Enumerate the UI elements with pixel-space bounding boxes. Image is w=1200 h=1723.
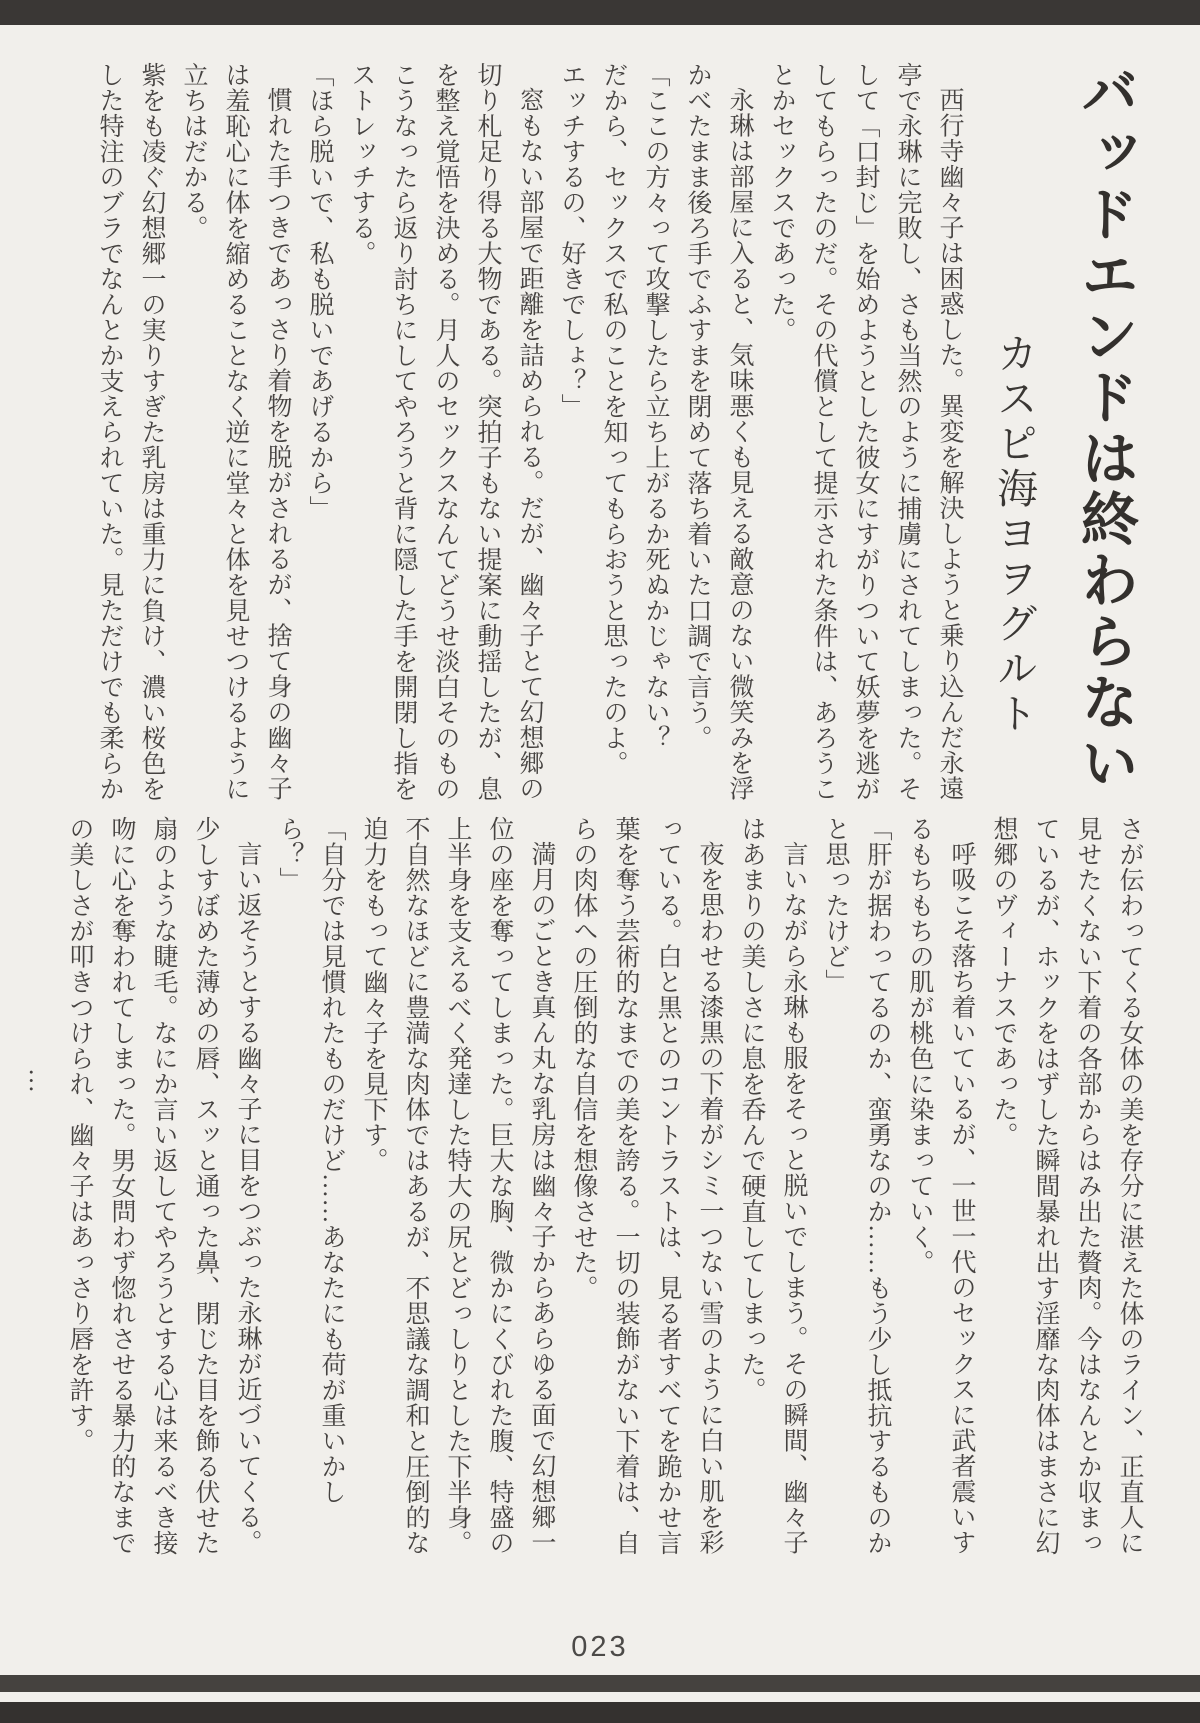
text-column: っている。白と黒とのコントラストは、見る者すべてを跪かせ言 — [654, 816, 681, 1556]
text-column: を整え覚悟を決める。月人のセックスなんてどうせ淡白そのもの — [432, 62, 459, 802]
text-column: 吻に心を奪われてしまった。男女問わず惚れさせる暴力的なまで — [108, 816, 135, 1556]
top-border-bar — [0, 0, 1200, 25]
text-column: 立ちはだかる。 — [180, 62, 207, 241]
text-column: 扇のような睫毛。なにか言い返してやろうとする心は来るべき接 — [150, 816, 177, 1556]
page-title: バッドエンドは終わらない — [1072, 62, 1137, 794]
text-column: らの肉体への圧倒的な自信を想像させた。 — [570, 816, 597, 1301]
top-text-block — [88, 62, 1150, 804]
text-column: かべたまま後ろ手でふすまを閉めて落ち着いた口調で言う。 — [684, 62, 711, 751]
text-column: はあまりの美しさに息を呑んで硬直してしまった。 — [738, 816, 765, 1403]
text-column: エッチするの、好きでしょ？」 — [558, 62, 585, 419]
author-name: カスピ海ヨヲグルト — [991, 332, 1037, 737]
text-column: 慣れた手つきであっさり着物を脱がされるが、捨て身の幽々子 — [264, 87, 291, 802]
text-column: 見せたくない下着の各部からはみ出た贅肉。今はなんとか収まっ — [1074, 816, 1101, 1556]
text-column: 想郷のヴィーナスであった。 — [990, 816, 1017, 1148]
text-column: してもらったのだ。その代償として提示された条件は、あろうこ — [810, 62, 837, 802]
bottom-border-bar-1 — [0, 1675, 1200, 1692]
text-column: 迫力をもって幽々子を見下す。 — [360, 816, 387, 1173]
text-column: して「口封じ」を始めようとした彼女にすがりついて妖夢を逃が — [852, 62, 879, 802]
text-column: 満月のごとき真ん丸な乳房は幽々子からあらゆる面で幻想郷一 — [528, 841, 555, 1556]
text-column: 夜を思わせる漆黒の下着がシミ一つない雪のように白い肌を彩 — [696, 841, 723, 1556]
text-column: 「自分では見慣れたものだけど……あなたにも荷が重いかしら？」 — [276, 816, 345, 1505]
text-column: の美しさが叩きつけられ、幽々子はあっさり唇を許す。 — [66, 816, 93, 1454]
text-column: 不自然なほどに豊満な肉体ではあるが、不思議な調和と圧倒的な — [402, 816, 429, 1556]
text-column: 「ほら脱いで、私も脱いであげるから」 — [306, 62, 333, 521]
text-column: 言い返そうとする幽々子に目をつぶった永琳が近づいてくる。 — [234, 841, 261, 1556]
text-column: だから、セックスで私のことを知ってもらおうと思ったのよ。 — [600, 62, 627, 776]
bottom-border-bar-2 — [0, 1702, 1200, 1723]
text-column: と思ったけど」 — [822, 816, 849, 995]
text-column: 葉を奪う芸術的なまでの美を誇る。一切の装飾がない下着は、自 — [612, 816, 639, 1556]
text-column: 紫をも凌ぐ幻想郷一の実りすぎた乳房は重力に負け、濃い桜色を — [138, 62, 165, 802]
text-column: 「肝が据わってるのか、蛮勇なのか……もう少し抵抗するものか — [864, 816, 891, 1556]
text-column: 亭で永琳に完敗し、さも当然のように捕虜にされてしまった。そ — [894, 62, 921, 802]
text-column: 少しすぼめた薄めの唇、スッと通った鼻、閉じた目を飾る伏せた — [192, 816, 219, 1556]
page-number: 023 — [571, 1631, 629, 1663]
text-column: 窓もない部屋で距離を詰められる。だが、幽々子とて幻想郷の — [516, 87, 543, 802]
text-column: は羞恥心に体を縮めることなく逆に堂々と体を見せつけるように — [222, 62, 249, 802]
text-column: 上半身を支えるべく発達した特大の尻とどっしりとした下半身。 — [444, 816, 471, 1556]
text-column: 永琳は部屋に入ると、気味悪くも見える敵意のない微笑みを浮 — [726, 87, 753, 802]
text-column: 西行寺幽々子は困惑した。異変を解決しようと乗り込んだ永遠 — [936, 87, 963, 802]
text-column: した特注のブラでなんとか支えられていた。見ただけでも柔らか — [96, 62, 123, 802]
text-column: 呼吸こそ落ち着いているが、一世一代のセックスに武者震いす — [948, 841, 975, 1556]
text-column: 「ここの方々って攻撃したら立ち上がるか死ぬかじゃない？ — [642, 62, 669, 751]
bottom-text-block — [16, 816, 1150, 1564]
text-column: さが伝わってくる女体の美を存分に湛えた体のライン、正直人に — [1116, 816, 1143, 1556]
text-column: ストレッチする。 — [348, 62, 375, 266]
text-column: 切り札足り得る大物である。突拍子もない提案に動揺したが、息 — [474, 62, 501, 802]
text-column: るもちもちの肌が桃色に染まっていく。 — [906, 816, 933, 1275]
text-column: 位の座を奪ってしまった。巨大な胸、微かにくびれた腹、特盛の — [486, 816, 513, 1556]
text-column: ているが、ホックをはずした瞬間暴れ出す淫靡な肉体はまさに幻 — [1032, 816, 1059, 1556]
text-column: こうなったら返り討ちにしてやろうと背に隠した手を開閉し指を — [390, 62, 417, 802]
text-column: 言いながら永琳も服をそっと脱いでしまう。その瞬間、幽々子 — [780, 841, 807, 1556]
text-column: … — [24, 1068, 51, 1094]
text-column: とかセックスであった。 — [768, 62, 795, 343]
